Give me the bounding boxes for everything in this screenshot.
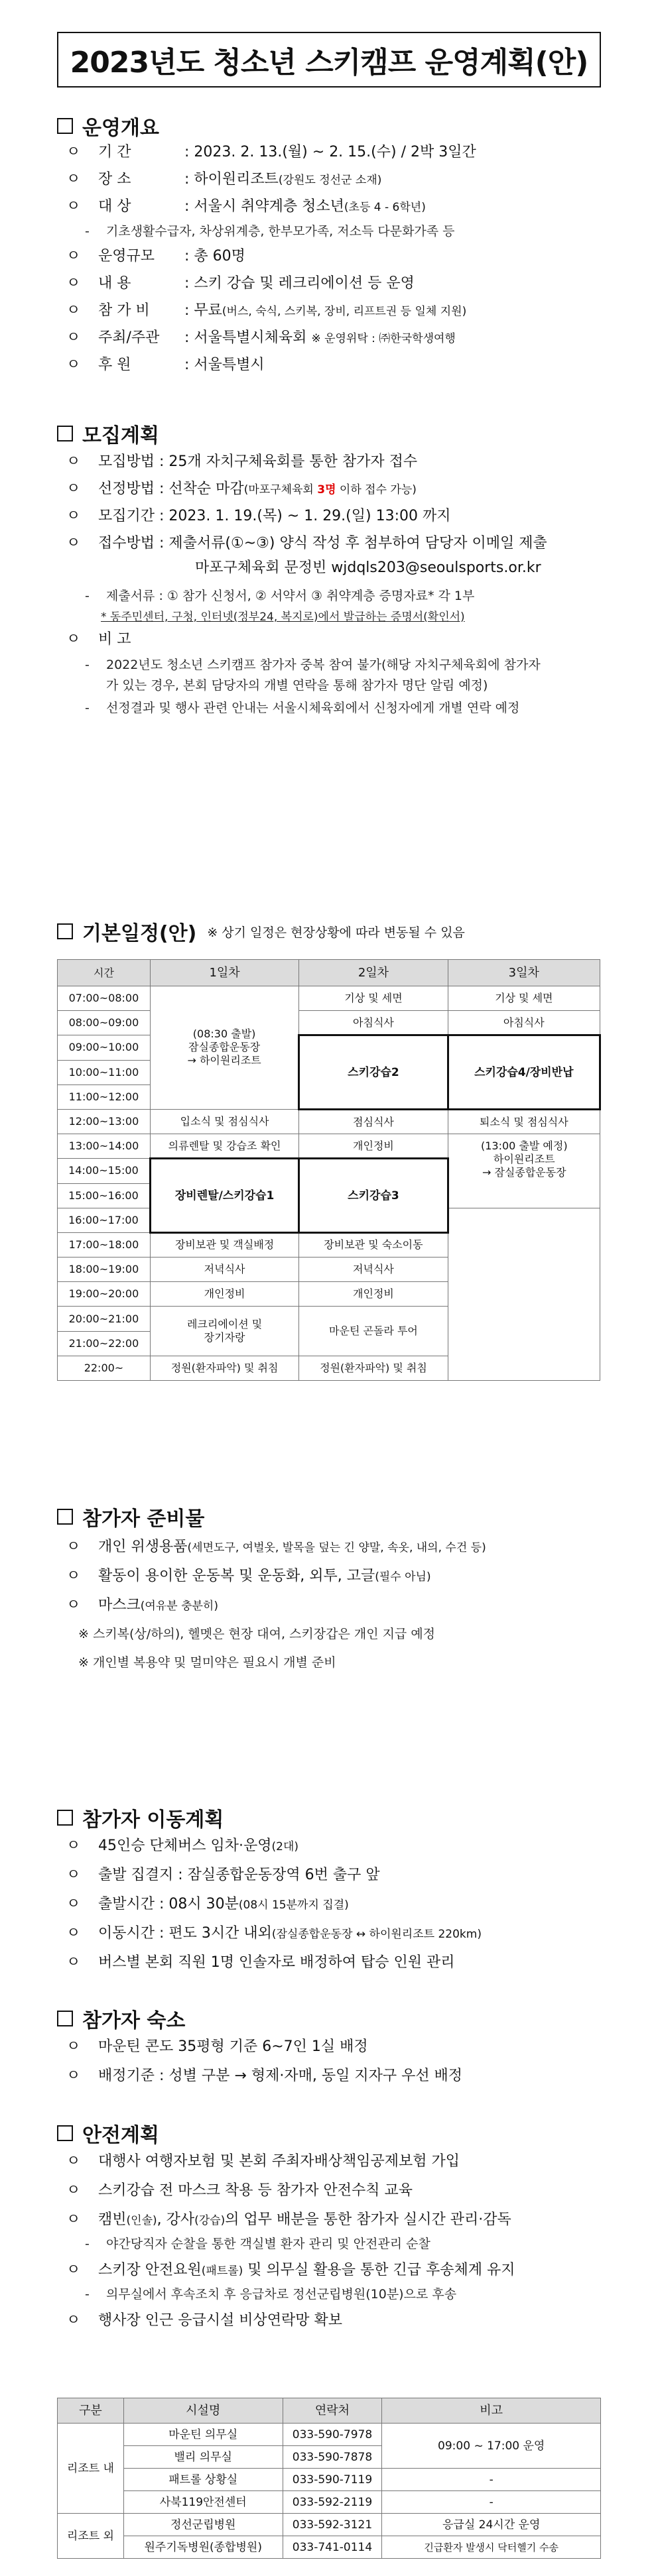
note: ※ 운영위탁 : ㈜한국학생여행 — [311, 332, 456, 345]
value: 서울시 취약계층 청소년 — [194, 198, 344, 215]
schedule-cell-ski4: 스키강습4/장비반납 — [448, 1035, 600, 1110]
schedule-cell: 기상 및 세면 — [448, 986, 600, 1011]
phone-cell: 033-590-7978 — [283, 2424, 382, 2446]
transport-bus — [66, 1836, 298, 1857]
note: (강원도 정선군 소재) — [278, 174, 382, 187]
schedule-cell: 개인정비 — [150, 1282, 298, 1307]
header-time: 시간 — [58, 960, 151, 986]
note: (인솔) — [126, 2214, 157, 2227]
section-heading: 참가자 이동계획 — [82, 1808, 224, 1832]
sub-text: 2022년도 청소년 스키캠프 참가자 중복 참여 불가(해당 자치구체육회에 참가자 — [106, 658, 541, 672]
bullet: ㅇ — [66, 144, 81, 160]
overview-place: ㅇ 장 소 : 하이원리조트(강원도 정선군 소재) — [66, 170, 381, 190]
bullet: ㅇ — [66, 357, 81, 373]
contact-table — [57, 2398, 601, 2559]
note: (잠실종합운동장 ↔ 하이원리조트 220km) — [271, 1928, 482, 1941]
bullet: ㅇ — [66, 535, 81, 552]
recruit-note-2 — [85, 699, 519, 717]
value: 45인승 단체버스 임차·운영 — [98, 1838, 272, 1854]
value: 출발시간 : 08시 30분 — [98, 1896, 239, 1912]
time-cell: 13:00~14:00 — [58, 1134, 151, 1159]
safety-patrol — [66, 2260, 515, 2281]
table-row — [58, 2491, 601, 2514]
label: 대 상 — [98, 198, 131, 215]
prep-item-2 — [66, 1566, 431, 1587]
bullet: ㅇ — [66, 631, 81, 648]
square-icon — [57, 118, 73, 134]
header-note: 비고 — [382, 2398, 601, 2424]
table-row — [58, 1134, 600, 1159]
bullet: ㅇ — [66, 302, 81, 319]
page-title: 2023년도 청소년 스키캠프 운영계획(안) — [57, 32, 601, 88]
time-cell: 17:00~18:00 — [58, 1232, 151, 1257]
prep-note-1: ※ 스키복(상/하의), 헬멧은 현장 대여, 스키장갑은 개인 지급 예정 — [78, 1627, 436, 1641]
value: 행사장 인근 응급시설 비상연락망 확보 — [98, 2312, 343, 2329]
table-row — [58, 2514, 601, 2536]
overview-host: ㅇ 주최/주관 : 서울특별시체육회 ※ 운영위탁 : ㈜한국학생여행 — [66, 328, 456, 349]
schedule-cell: 저녁식사 — [299, 1258, 448, 1282]
bullet: ㅇ — [66, 1838, 81, 1854]
label: 운영규모 — [98, 248, 155, 264]
bullet: ㅇ — [66, 2211, 81, 2228]
time-cell: 11:00~12:00 — [58, 1084, 151, 1109]
value: 이동시간 : 편도 3시간 내외 — [98, 1925, 272, 1942]
safety-insurance — [66, 2152, 460, 2172]
facility-cell: 패트롤 상황실 — [123, 2469, 283, 2491]
overview-fee: ㅇ 참 가 비 : 무료(버스, 숙식, 스키복, 장비, 리프트권 등 일체 지원) — [66, 301, 466, 322]
table-row — [58, 1035, 600, 1060]
recruit-note-1b: 가 있는 경우, 본회 담당자의 개별 연락을 통해 참가자 명단 알림 예정) — [106, 678, 488, 693]
value: 서울특별시체육회 — [194, 329, 307, 346]
value: 제출서류(①~③) 양식 작성 후 첨부하여 담당자 이메일 제출 — [168, 535, 547, 552]
safety-patrol-sub — [85, 2286, 456, 2303]
schedule-cell: 개인정비 — [299, 1134, 448, 1159]
cell-text: (13:00 출발 예정) — [481, 1140, 568, 1153]
safety-staff — [66, 2210, 511, 2231]
section-prep — [57, 1502, 204, 1531]
time-cell: 15:00~16:00 — [58, 1183, 151, 1208]
section-heading: 모집계획 — [82, 424, 159, 447]
value: 마운틴 콘도 35평형 기준 6~7인 1실 배정 — [98, 2038, 368, 2055]
lodging-rule — [66, 2066, 462, 2086]
section-heading: 기본일정(안) — [82, 922, 197, 945]
note-cell: - — [382, 2469, 601, 2491]
table-header-row — [58, 2398, 601, 2424]
label: 장 소 — [98, 171, 131, 188]
sub-text: 선정결과 및 행사 관련 안내는 서울시체육회에서 신청자에게 개별 연락 예정 — [106, 701, 520, 715]
overview-target-sub — [85, 223, 455, 240]
header-day1: 1일차 — [150, 960, 298, 986]
recruit-apply: ㅇ 접수방법 : 제출서류(①~③) 양식 작성 후 첨부하여 담당자 이메일 제출 — [66, 534, 547, 554]
time-cell: 18:00~19:00 — [58, 1258, 151, 1282]
bullet: ㅇ — [66, 2153, 81, 2170]
header-day2: 2일차 — [299, 960, 448, 986]
transport-staff — [66, 1953, 455, 1973]
value: 활동이 용이한 운동복 및 운동화, 외투, 고글 — [98, 1568, 375, 1584]
bullet: ㅇ — [66, 2262, 81, 2278]
group-cell: 리조트 외 — [58, 2514, 124, 2559]
dash: - — [85, 658, 90, 672]
value: 개인 위생용품 — [98, 1539, 188, 1555]
section-recruit — [57, 419, 159, 448]
schedule-cell: 정원(환자파악) 및 취침 — [299, 1356, 448, 1380]
facility-cell: 정선군립병원 — [123, 2514, 283, 2536]
header-type: 구분 — [58, 2398, 124, 2424]
section-heading: 참가자 준비물 — [82, 1507, 205, 1531]
schedule-cell: 장비보관 및 숙소이동 — [299, 1232, 448, 1257]
dash: - — [85, 589, 90, 603]
note: (마포구체육회 — [243, 483, 318, 497]
schedule-cell: 아침식사 — [299, 1011, 448, 1035]
square-icon — [57, 1810, 73, 1826]
table-row — [58, 1109, 600, 1134]
note: 이하 접수 가능) — [336, 483, 417, 497]
schedule-cell-ski3: 스키강습3 — [299, 1159, 448, 1233]
bullet: ㅇ — [66, 453, 81, 470]
square-icon — [57, 426, 73, 441]
section-overview — [57, 111, 159, 141]
header-facility: 시설명 — [123, 2398, 283, 2424]
label: 비 고 — [98, 631, 131, 648]
value: 스키 강습 및 레크리에이션 등 운영 — [194, 275, 415, 292]
header-day3: 3일차 — [448, 960, 600, 986]
facility-cell: 밸리 의무실 — [123, 2446, 283, 2469]
bullet: ㅇ — [66, 1925, 81, 1942]
label: 선정방법 — [98, 481, 155, 497]
note-cell: - — [382, 2491, 601, 2514]
label: 내 용 — [98, 275, 131, 292]
overview-scale: ㅇ 운영규모 : 총 60명 — [66, 247, 245, 266]
day3-empty-cell — [448, 1208, 600, 1380]
sub-text: 야간당직자 순찰을 통한 객실별 환자 관리 및 안전관리 순찰 — [106, 2237, 430, 2251]
note: (여유분 충분히) — [140, 1600, 218, 1613]
overview-target: ㅇ 대 상 : 서울시 취약계층 청소년(초등 4 - 6학년) — [66, 197, 426, 217]
bullet: ㅇ — [66, 2312, 81, 2329]
square-icon — [57, 2011, 73, 2026]
cell-text: 장기자랑 — [204, 1331, 245, 1344]
note: (08시 15분까지 집결) — [238, 1899, 349, 1912]
dash: - — [85, 2237, 90, 2251]
phone-cell: 033-590-7878 — [283, 2446, 382, 2469]
bullet: ㅇ — [66, 508, 81, 524]
note: (버스, 숙식, 스키복, 장비, 리프트권 등 일체 지원) — [222, 305, 467, 318]
recruit-docs-note: * 동주민센터, 구청, 인터넷(정부24, 복지로)에서 발급하는 증명서(확인서) — [101, 611, 465, 624]
value: 선착순 마감 — [168, 481, 244, 497]
transport-departure — [66, 1895, 349, 1915]
overview-sponsor: ㅇ 후 원 : 서울특별시 — [66, 355, 265, 375]
schedule-cell-ski1: 장비렌탈/스키강습1 — [150, 1159, 298, 1233]
schedule-cell: 입소식 및 점심식사 — [150, 1109, 298, 1134]
bullet: ㅇ — [66, 248, 81, 264]
note-cell: 09:00 ~ 17:00 운영 — [382, 2424, 601, 2469]
note: (필수 아님) — [375, 1570, 431, 1584]
section-transport — [57, 1803, 224, 1832]
value: 총 60명 — [194, 248, 245, 264]
note: (초등 4 - 6학년) — [344, 201, 426, 214]
value: 2023. 2. 13.(월) ~ 2. 15.(수) / 2박 3일간 — [194, 144, 476, 160]
schedule-cell: 퇴소식 및 점심식사 — [448, 1109, 600, 1134]
value: 및 의무실 활용을 통한 긴급 후송체계 유지 — [243, 2262, 515, 2278]
schedule-cell-tour: 마운틴 곤돌라 투어 — [299, 1307, 448, 1356]
table-header-row — [58, 960, 600, 986]
bullet: ㅇ — [66, 275, 81, 292]
label: 모집기간 — [98, 508, 155, 524]
schedule-cell: 저녁식사 — [150, 1258, 298, 1282]
time-cell: 14:00~15:00 — [58, 1159, 151, 1183]
label: 접수방법 — [98, 535, 155, 552]
safety-emergency — [66, 2311, 342, 2331]
sub-text: 기초생활수급자, 차상위계층, 한부모가족, 저소득 다문화가족 등 — [106, 224, 455, 239]
time-cell: 07:00~08:00 — [58, 986, 151, 1011]
schedule-cell: 아침식사 — [448, 1011, 600, 1035]
bullet: ㅇ — [66, 1568, 81, 1584]
cell-text: 레크리에이션 및 — [186, 1318, 263, 1331]
bullet: ㅇ — [66, 1954, 81, 1971]
value: 무료 — [194, 302, 222, 319]
label: 참 가 비 — [98, 302, 150, 319]
recruit-docs — [85, 587, 474, 605]
square-icon — [57, 1509, 73, 1525]
prep-item-3 — [66, 1596, 218, 1616]
time-cell: 08:00~09:00 — [58, 1011, 151, 1035]
schedule-cell-rec — [150, 1307, 298, 1356]
dash: - — [85, 701, 90, 715]
cell-text: 하이원리조트 — [493, 1153, 555, 1166]
phone-cell: 033-592-3121 — [283, 2514, 382, 2536]
bullet: ㅇ — [66, 2038, 81, 2055]
value: 마스크 — [98, 1597, 141, 1613]
value: 2023. 1. 19.(목) ~ 1. 29.(일) 13:00 까지 — [168, 508, 451, 524]
prep-item-1 — [66, 1537, 486, 1558]
value: , 강사 — [157, 2211, 195, 2228]
facility-cell: 사북119안전센터 — [123, 2491, 283, 2514]
square-icon — [57, 923, 73, 939]
group-cell: 리조트 내 — [58, 2424, 124, 2514]
overview-content: ㅇ 내 용 : 스키 강습 및 레크리에이션 등 운영 — [66, 274, 415, 294]
bullet: ㅇ — [66, 198, 81, 215]
bullet: ㅇ — [66, 1867, 81, 1883]
value: 대행사 여행자보험 및 본회 주최자배상책임공제보험 가입 — [98, 2153, 460, 2170]
cell-text: 잠실종합운동장 — [188, 1041, 261, 1054]
section-heading: 참가자 숙소 — [82, 2009, 186, 2032]
recruit-select: ㅇ 선정방법 : 선착순 마감(마포구체육회 3명 이하 접수 가능) — [66, 479, 417, 500]
safety-staff-sub — [85, 2235, 430, 2253]
sub-text: 제출서류 : ① 참가 신청서, ② 서약서 ③ 취약계층 증명자료* 각 1부 — [106, 589, 475, 603]
bullet: ㅇ — [66, 2068, 81, 2084]
day3-depart-cell — [448, 1134, 600, 1208]
facility-cell: 마운틴 의무실 — [123, 2424, 283, 2446]
table-row — [58, 2424, 601, 2446]
value: 의 업무 배분을 통한 참가자 실시간 관리·감독 — [225, 2211, 511, 2228]
value: 배정기준 : 성별 구분 → 형제·자매, 동일 지자구 우선 배정 — [98, 2068, 463, 2084]
transport-duration — [66, 1924, 482, 1944]
schedule-cell-ski2: 스키강습2 — [299, 1035, 448, 1110]
note: (세면도구, 여벌옷, 발목을 덮는 긴 양말, 속옷, 내의, 수건 등) — [187, 1541, 486, 1554]
table-row — [58, 1011, 600, 1035]
schedule-cell: 점심식사 — [299, 1109, 448, 1134]
section-safety — [57, 2119, 159, 2148]
bullet: ㅇ — [66, 171, 81, 188]
time-cell: 10:00~11:00 — [58, 1060, 151, 1084]
phone-cell: 033-590-7119 — [283, 2469, 382, 2491]
recruit-method: ㅇ 모집방법 : 25개 자치구체육회를 통한 참가자 접수 — [66, 452, 417, 472]
table-row — [58, 2536, 601, 2559]
bullet: ㅇ — [66, 329, 81, 346]
prep-note-2: ※ 개인별 복용약 및 멀미약은 필요시 개별 준비 — [78, 1655, 336, 1670]
time-cell: 09:00~10:00 — [58, 1035, 151, 1060]
time-cell: 20:00~21:00 — [58, 1307, 151, 1331]
value: 서울특별시 — [194, 357, 265, 373]
overview-period: ㅇ 기 간 : 2023. 2. 13.(월) ~ 2. 15.(수) / 2박 3일간 — [66, 143, 476, 162]
cell-text: → 잠실종합운동장 — [482, 1166, 566, 1179]
bullet: ㅇ — [66, 1597, 81, 1613]
value: 하이원리조트 — [194, 171, 279, 188]
header-phone: 연락처 — [283, 2398, 382, 2424]
time-cell: 21:00~22:00 — [58, 1331, 151, 1356]
schedule-table — [57, 959, 601, 1381]
section-lodging — [57, 2004, 185, 2033]
time-cell: 22:00~ — [58, 1356, 151, 1380]
phone-cell: 033-741-0114 — [283, 2536, 382, 2559]
schedule-cell: 장비보관 및 객실배정 — [150, 1232, 298, 1257]
bullet: ㅇ — [66, 481, 81, 497]
label: 후 원 — [98, 357, 131, 373]
note: (강습) — [194, 2214, 226, 2227]
note-highlight: 3명 — [317, 483, 336, 497]
bullet: ㅇ — [66, 1896, 81, 1912]
note-cell: 응급실 24시간 운영 — [382, 2514, 601, 2536]
bullet: ㅇ — [66, 1539, 81, 1555]
dash: - — [85, 224, 90, 239]
cell-text: → 하이원리조트 — [187, 1054, 261, 1067]
schedule-cell: 기상 및 세면 — [299, 986, 448, 1011]
value: 캠빈 — [98, 2211, 127, 2228]
section-schedule — [57, 917, 465, 946]
value: 25개 자치구체육회를 통한 참가자 접수 — [168, 453, 418, 470]
bullet: ㅇ — [66, 2182, 81, 2199]
value: 버스별 본회 직원 1명 인솔자로 배정하여 탑승 인원 관리 — [98, 1954, 455, 1971]
table-row — [58, 986, 600, 1011]
recruit-period: ㅇ 모집기간 : 2023. 1. 19.(목) ~ 1. 29.(일) 13:00 까지 — [66, 506, 451, 526]
note-cell: 긴급환자 발생시 닥터헬기 수송 — [382, 2536, 601, 2559]
time-cell: 19:00~20:00 — [58, 1282, 151, 1307]
schedule-cell: 개인정비 — [299, 1282, 448, 1307]
label: 모집방법 — [98, 453, 155, 470]
table-row — [58, 2469, 601, 2491]
recruit-note-label — [66, 630, 131, 650]
facility-cell: 원주기독병원(종합병원) — [123, 2536, 283, 2559]
time-cell: 12:00~13:00 — [58, 1109, 151, 1134]
lodging-room — [66, 2037, 368, 2057]
dash: - — [85, 2287, 90, 2302]
value: 스키강습 전 마스크 착용 등 참가자 안전수칙 교육 — [98, 2182, 413, 2199]
day1-depart-cell — [150, 986, 298, 1110]
recruit-apply-contact: 마포구체육회 문정빈 wjdqls203@seoulsports.or.kr — [195, 559, 541, 576]
cell-text: (08:30 출발) — [192, 1027, 256, 1041]
label: 기 간 — [98, 144, 131, 160]
transport-meeting — [66, 1865, 380, 1885]
section-heading: 안전계획 — [82, 2124, 159, 2147]
note: (패트롤) — [201, 2264, 243, 2278]
value: 출발 집결지 : 잠실종합운동장역 6번 출구 앞 — [98, 1867, 380, 1883]
square-icon — [57, 2125, 73, 2141]
recruit-note-1 — [85, 656, 541, 673]
schedule-cell: 정원(환자파악) 및 취침 — [150, 1356, 298, 1380]
safety-education — [66, 2181, 413, 2201]
section-note: ※ 상기 일정은 현장상황에 따라 변동될 수 있음 — [207, 925, 465, 940]
label: 주최/주관 — [98, 329, 160, 346]
phone-cell: 033-592-2119 — [283, 2491, 382, 2514]
schedule-cell: 의류렌탈 및 강습조 확인 — [150, 1134, 298, 1159]
note: (2대) — [271, 1840, 299, 1853]
section-heading: 운영개요 — [82, 117, 159, 140]
time-cell: 16:00~17:00 — [58, 1208, 151, 1232]
value: 스키장 안전요원 — [98, 2262, 202, 2278]
sub-text: 의무실에서 후속조치 후 응급차로 정선군립병원(10분)으로 후송 — [106, 2287, 457, 2302]
